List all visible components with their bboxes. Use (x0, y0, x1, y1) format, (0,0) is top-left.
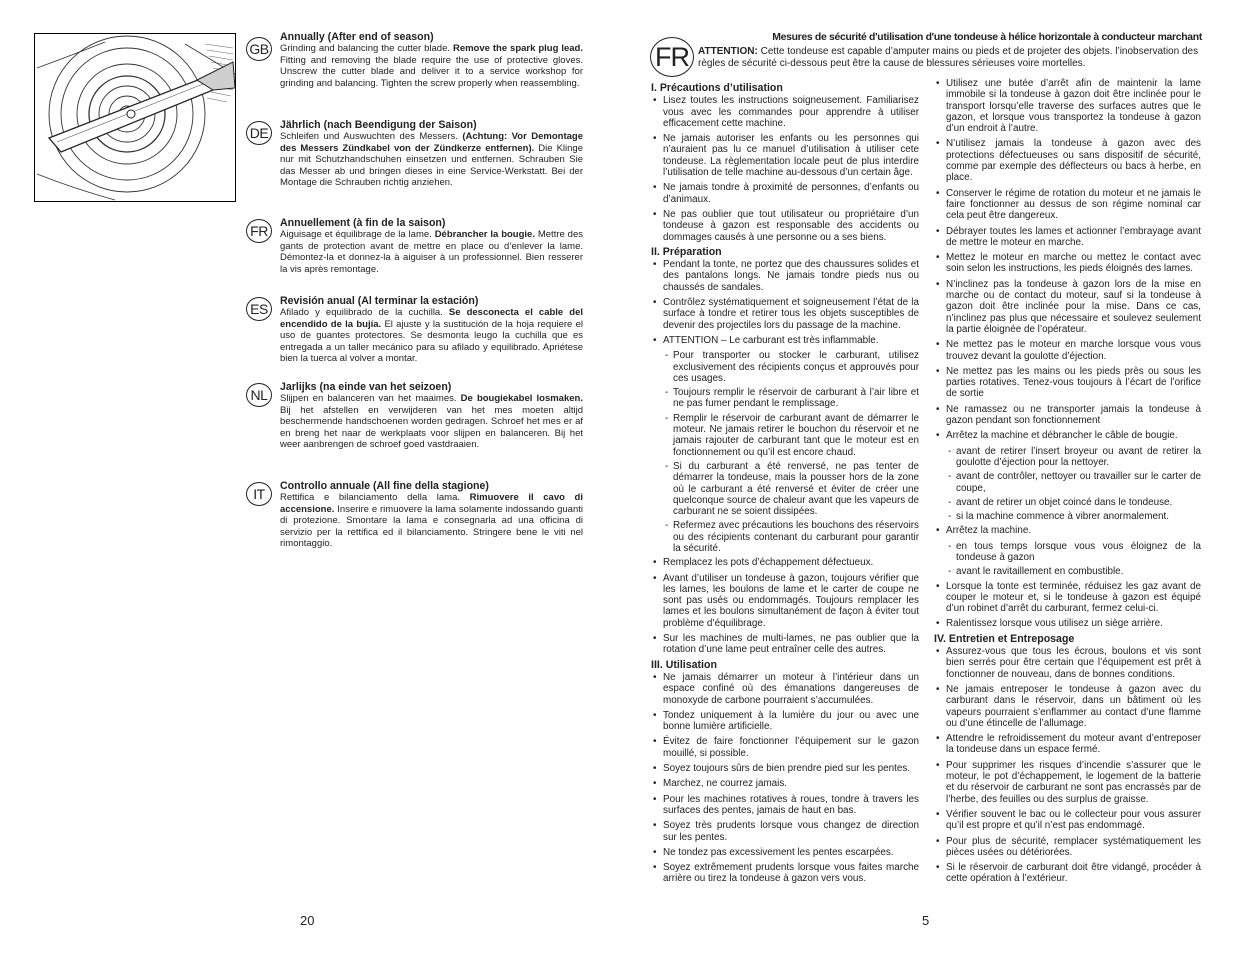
bullet-list (934, 78, 1201, 630)
list-item: • Ralentissez lorsque vous utilisez un siège arrière. (934, 618, 1201, 629)
page-title: Mesures de sécurité d'utilisation d'une tondeuse à hélice horizontale à conducteur marchant (772, 32, 1202, 43)
list-item: • Ne pas oublier que tout utilisateur ou propriétaire d’un tondeuse à gazon est responsable des accidents ou dommages causés à une personne ou a ses biens. (651, 209, 919, 243)
lang-badge-fr-large: FR (650, 37, 694, 77)
attention-notice (698, 46, 1202, 70)
sub-item: - en tous temps lorsque vous vous éloignez de la tondeuse à gazon (934, 541, 1201, 564)
bullet-list (651, 259, 919, 656)
list-item: • Ne tondez pas excessivement les pentes escarpées. (651, 847, 919, 858)
list-item: • N’utilisez jamais la tondeuse à gazon avec des protections défectueuses ou sans dispositif de sécurité, comme par exemple des déflecteurs ou bacs à herbe, en place. (934, 138, 1201, 183)
page-number-left: 20 (300, 913, 315, 928)
list-item: • Mettez le moteur en marche ou mettez le contact avec soin selon les instructions, les pieds éloignés des lames. (934, 252, 1201, 275)
list-item: • Lorsque la tonte est terminée, réduisez les gaz avant de couper le moteur et, si le tondeuse à gazon est équipé d’un robinet d’arrêt du carburant, fermez celui-ci. (934, 581, 1201, 615)
body-text: Inserire e rimuovere la lama solamente indossando guanti di protezione. Smontare la lama e consegnarla ad una officina di servizio per la rettifica ed il bilanciamento. Stringere bene le viti nel rimontaggio. (280, 503, 583, 550)
list-item: • N’inclinez pas la tondeuse à gazon lors de la mise en marche ou de contact du moteur, sauf si la tondeuse à gazon doit être inclinée pour la mise. Dans ce cas, n’inclinez pas plus que nécessaire et soulevez seulement la partie éloignée de l’opérateur. (934, 279, 1201, 335)
list-item: • Vérifier souvent le bac ou le collecteur pour vous assurer qu’il est propre et qu’il n’est pas endommagé. (934, 809, 1201, 832)
sub-item: - avant de contrôler, nettoyer ou travailler sur le carter de coupe, (934, 471, 1201, 494)
warning-text: (Achtung: Vor Demontage des Messers Zündkabel von der Zündkerze entfernen). (280, 131, 583, 154)
list-item: • Tondez uniquement à la lumière du jour ou avec une bonne lumière artificielle. (651, 710, 919, 733)
list-item: • Pour les machines rotatives à roues, tondre à travers les surfaces des pentes, jamais de haut en bas. (651, 794, 919, 817)
list-item: • Évitez de faire fonctionner l’équipement sur le gazon mouillé, si possible. (651, 736, 919, 759)
lang-badge-de: DE (246, 121, 272, 145)
section-heading: IV. Entretien et Entreposage (934, 632, 1075, 645)
warning-text: Remove the spark plug lead. (452, 43, 583, 54)
section-body (280, 393, 583, 451)
list-item: • Pour supprimer les risques d’incendie s’assurer que le moteur, le pot d’échappement, le logement de la batterie et du réservoir de carburant ne sont pas encrassés par de l’herbe, des feuilles ou des surplus de graisse. (934, 760, 1201, 805)
list-item: • Ne mettez pas les mains ou les pieds près ou sous les parties rotatives. Tenez-vous toujours à l’écart de l’orifice de sortie (934, 366, 1201, 400)
warning-text: Débrancher la bougie. (434, 229, 535, 240)
section-title: Annually (After end of season) (280, 31, 434, 43)
list-item: • Soyez extrêmement prudents lorsque vous faites marche arrière ou tirez la tondeuse à gazon vers vous. (651, 862, 919, 885)
section-fr (280, 217, 583, 275)
blade-illustration (34, 33, 236, 202)
sub-item: - avant de retirer l’insert broyeur ou avant de retirer la goulotte d’éjection pour la nettoyer. (934, 446, 1201, 469)
list-item: • Ne jamais tondre à proximité de personnes, d’enfants ou d’animaux. (651, 182, 919, 205)
lang-badge-fr: FR (246, 219, 272, 243)
section-gb (280, 31, 583, 89)
list-item: • Contrôlez systématiquement et soigneusement l’état de la surface à tondre et retirer tous les objets susceptibles de devenir des projectiles lors du passage de la machine. (651, 297, 919, 331)
sub-item: - avant le ravitaillement en combustible. (934, 566, 1201, 577)
sub-item: - Refermez avec précautions les bouchons des réservoirs ou des récipients contenant du carburant pour garantir la sécurité. (651, 520, 919, 554)
page-number-right: 5 (922, 913, 930, 928)
section-es (280, 295, 583, 365)
section-title: Jarlijks (na einde van het seizoen) (280, 381, 452, 393)
list-item: • Avant d’utiliser un tondeuse à gazon, toujours vérifier que les lames, les boulons de lame et le carter de coupe ne sont pas usés ou endommagés. Toujours remplacer les lames et les boulons simultanément de façon à éviter tout problème d’équilibrage. (651, 573, 919, 629)
sub-item: - Toujours remplir le réservoir de carburant à l’air libre et ne pas fumer pendant le remplissage. (651, 387, 919, 410)
section-title: Jährlich (nach Beendigung der Saison) (280, 119, 477, 131)
section-it (280, 480, 583, 550)
section-heading: II. Préparation (651, 245, 722, 258)
mower-blade-drawing (35, 34, 235, 201)
body-text: Grinding and balancing the cutter blade. (280, 43, 453, 54)
list-item: • Marchez, ne courrez jamais. (651, 778, 919, 789)
sub-item: - Pour transporter ou stocker le carburant, utilisez exclusivement des récipients conçus et approuvés pour ces usages. (651, 350, 919, 384)
list-item: • Ne jamais démarrer un moteur à l’intérieur dans un espace confiné où des émanations dangereuses de monoxyde de carbone pourraient s’accumulées. (651, 672, 919, 706)
list-item: • Remplacez les pots d’échappement défectueux. (651, 557, 919, 568)
column-2 (934, 78, 1201, 889)
list-item: • Si le réservoir de carburant doit être vidangé, procéder à cette opération à l’extérieur. (934, 862, 1201, 885)
body-text: Bij het afstellen en verwijderen van het mes moeten altijd beschermende handschoenen worden gedragen. Schroef het mes er af en breng het naar de werkplaats voor slijpen en balanceren. Bij het weer aanbrengen de schroef goed vastdraaien. (280, 404, 583, 451)
list-item: • Pour plus de sécurité, remplacer systématiquement les pièces usées ou détériorées. (934, 836, 1201, 859)
sub-item: - si la machine commence à vibrer anormalement. (934, 511, 1201, 522)
list-item: • Sur les machines de multi-lames, ne pas oublier que la rotation d’une lame peut entraîner celle des autres. (651, 633, 919, 656)
warning-text: De bougiekabel losmaken. (460, 393, 583, 404)
body-text: El ajuste y la sustitución de la hoja requiere el uso de guantes protectores. Se desmonta leugo la cuchilla que es entregada a un taller mecánico para su afilado y equilibrado. Apriétese bien la tuerca al volver a montar. (280, 318, 583, 365)
lang-badge-gb: GB (246, 37, 272, 61)
section-nl (280, 381, 583, 451)
list-item: • Arrêtez la machine et débrancher le câble de bougie. (934, 430, 1201, 441)
lang-badge-it: IT (246, 482, 272, 506)
section-body (280, 492, 583, 550)
body-text: Aiguisage et équilibrage de la lame. (280, 229, 435, 240)
list-item: • Attendre le refroidissement du moteur avant d’entreposer la tondeuse dans un espace fermé. (934, 733, 1201, 756)
list-item: • Pendant la tonte, ne portez que des chaussures solides et des pantalons longs. Ne jamais tondre pieds nus ou chaussés de sandales. (651, 259, 919, 293)
list-item: • Ne ramassez ou ne transporter jamais la tondeuse à gazon pendant son fonctionnement (934, 404, 1201, 427)
list-item: • Ne mettez pas le moteur en marche lorsque vous vous trouvez devant la goulotte d’éjection. (934, 339, 1201, 362)
section-title: Annuellement (à fin de la saison) (280, 217, 446, 229)
list-item: • Assurez-vous que tous les écrous, boulons et vis sont bien serrés pour être certain que l’équipement est prêt à fonctionner de nouveau, dans de bonnes conditions. (934, 646, 1201, 680)
list-item: • Lisez toutes les instructions soigneusement. Familiarisez vous avec les commandes pour apprendre à utiliser efficacement cette machine. (651, 95, 919, 129)
section-body (280, 43, 583, 89)
lang-badge-es: ES (246, 297, 272, 321)
list-item: • Soyez très prudents lorsque vous changez de direction sur les pentes. (651, 820, 919, 843)
list-item: • Ne jamais entreposer le tondeuse à gazon avec du carburant dans le réservoir, dans un bâtiment où les vapeurs pourraient s’enflammer au contact d’une flamme ou d’une étincelle de l’allumage. (934, 684, 1201, 729)
bullet-list (651, 672, 919, 885)
body-text: Fitting and removing the blade require the use of protective gloves. Unscrew the cutter blade and deliver it to a service workshop for grinding and balancing. Tighten the screw properly when reassembling. (280, 54, 583, 89)
list-item: • Utilisez une butée d’arrêt afin de maintenir la lame immobile si la tondeuse à gazon doit être inclinée pour le transport lorsqu’elle traverse des surfaces autres que le gazon, et lorsque vous transportez la tondeuse à gazon d’un endroit à l’autre. (934, 78, 1201, 134)
warning-text: Rimuovere il cavo di accensione. (280, 492, 583, 515)
list-item: • Ne jamais autoriser les enfants ou les personnes qui n’auraient pas lu ce manuel d’utilisation à utiliser cete tondeuse. La règlementation locale peut de plus interdire l’utilisation de telle machine au-dessous d’un certain âge. (651, 133, 919, 178)
column-1 (651, 79, 919, 889)
body-text: Slijpen en balanceren van het maaimes. (280, 393, 461, 404)
body-text: Die Klinge nur mit Schutzhandschuhen einsetzen und entfernen. Schrauben Sie das Messer ab und bringen dieses in eine Service-Werkstatt. Bei der Montage die Schrauben richtig anziehen. (280, 142, 583, 189)
body-text: Schleifen und Auswuchten des Messers. (280, 131, 463, 142)
sub-item: - Remplir le réservoir de carburant avant de démarrer le moteur. Ne jamais retirer le bouchon du réservoir et ne jamais rajouter de carburant tant que le moteur est en fonctionnement ou qu’il est encore chaud. (651, 413, 919, 458)
bullet-list (934, 646, 1201, 885)
section-title: Controllo annuale (All fine della stagione) (280, 480, 489, 492)
section-heading: III. Utilisation (651, 658, 717, 671)
body-text: Afilado y equilibrado de la cuchilla. (280, 307, 449, 318)
attention-label: ATTENTION: (698, 46, 758, 57)
list-item: • Conserver le régime de rotation du moteur et ne jamais le faire fonctionner au dessus de son régime nominal car cela peut être dangereux. (934, 188, 1201, 222)
section-heading: I. Précautions d’utilisation (651, 82, 783, 94)
section-body (280, 307, 583, 365)
sub-item: - avant de retirer un objet coincé dans le tondeuse. (934, 497, 1201, 508)
section-body (280, 131, 583, 189)
section-body (280, 229, 583, 275)
attention-text: Cette tondeuse est capable d’amputer mains ou pieds et de projeter des objets. l’inobservation des règles de sécurité ci-dessous peut être la cause de blessures sérieuses voire mortelles. (698, 46, 1199, 69)
section-de (280, 119, 583, 189)
lang-badge-nl: NL (246, 383, 272, 407)
body-text: Rettifica e bilanciamento della lama. (280, 492, 470, 503)
sub-item: - Si du carburant a été renversé, ne pas tenter de démarrer la tondeuse, mais la pousser hors de la zone où le carburant a été renversé et éviter de créer une quelconque source de chaleur avant que les vapeurs de carburant ne se soient dissipées. (651, 461, 919, 517)
list-item: • ATTENTION – Le carburant est très inflammable. (651, 335, 919, 346)
list-item: • Soyez toujours sûrs de bien prendre pied sur les pentes. (651, 763, 919, 774)
section-title: Revisión anual (Al terminar la estación) (280, 295, 479, 307)
warning-text: Se desconecta el cable del encendido de la bujía. (280, 307, 583, 330)
body-text: Mettre des gants de protection avant de mettre en place ou d’enlever la lame. Démontez-la et donnez-la à aiguiser à un professionnel. Bien resserer la vis après remontage. (280, 229, 583, 275)
bullet-list (651, 95, 919, 243)
list-item: • Débrayer toutes les lames et actionner l’embrayage avant de mettre le moteur en marche. (934, 226, 1201, 249)
list-item: • Arrêtez la machine. (934, 525, 1201, 536)
